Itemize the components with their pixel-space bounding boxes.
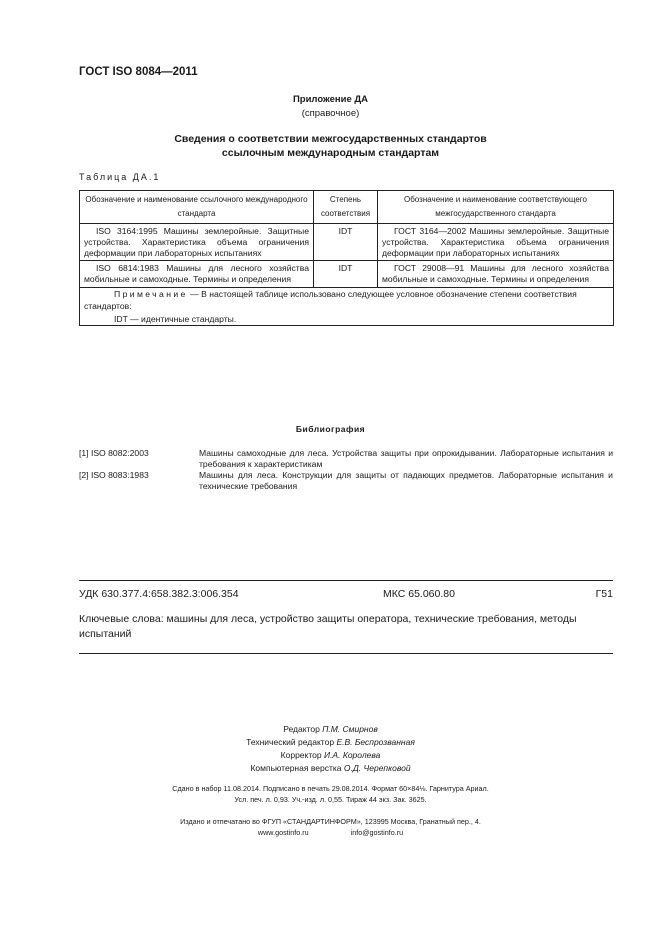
editor-name: П.М. Смирнов xyxy=(322,724,378,734)
bibliography-item xyxy=(79,470,613,492)
print-details-line2: Усл. печ. л. 0,93. Уч.-изд. л. 0,55. Тираж 44 экз. Зак. 3625. xyxy=(234,795,427,804)
layout-label: Компьютерная верстка xyxy=(250,763,342,773)
annex-heading-line1: Сведения о соответствии межгосударственных стандартов xyxy=(174,133,487,145)
cell-intl-standard: ISO 6814:1983 Машины для лесного хозяйства мобильные и самоходные. Термины и определения xyxy=(80,261,314,288)
proofreader-name: И.А. Королева xyxy=(323,750,381,760)
credit-proofreader xyxy=(0,750,661,760)
udc-code: УДК 630.377.4:658.382.3:006.354 xyxy=(79,588,239,600)
website-link[interactable]: www.gostinfo.ru xyxy=(257,828,309,837)
bibliography-desc: Машины для леса. Конструкции для защиты от падающих предметов. Лабораторные испытания и технические требования xyxy=(199,470,613,491)
print-details-line1: Сдано в набор 11.08.2014. Подписано в печать 29.08.2014. Формат 60×84⅛. Гарнитура Ариал. xyxy=(172,784,489,793)
table-caption: Таблица ДА.1 xyxy=(79,172,161,182)
credit-layout xyxy=(0,763,661,773)
group-code: Г51 xyxy=(595,588,613,600)
annex-title: Приложение ДА xyxy=(292,94,369,105)
credit-editor xyxy=(0,724,661,734)
bibliography-ref: [1] ISO 8082:2003 xyxy=(79,448,149,458)
publisher-line: Издано и отпечатано во ФГУП «СТАНДАРТИНФОРМ», 123995 Москва, Гранатный пер., 4. xyxy=(180,817,481,826)
layout-name: О.Д. Черепковой xyxy=(343,763,411,773)
annex-heading-line2: ссылочным международным стандартам xyxy=(221,147,440,159)
annex-heading xyxy=(0,132,661,160)
note-text xyxy=(84,288,609,313)
cell-national-standard: ГОСТ 29008—91 Машины для лесного хозяйства мобильные и самоходные. Термины и определения xyxy=(378,261,614,288)
mks-code: МКС 65.060.80 xyxy=(383,588,455,600)
table-note xyxy=(80,287,614,326)
editor-label: Редактор xyxy=(283,724,320,734)
header-national-standard: Обозначение и наименование соответствующего межгосударственного стандарта xyxy=(378,191,614,224)
table-row xyxy=(80,261,614,288)
tech-editor-name: Е.В. Беспрозванная xyxy=(336,737,415,747)
cell-national-standard: ГОСТ 3164—2002 Машины землеройные. Защитные устройства. Характеристика объема ограничения деформации при лабораторных испытаниях xyxy=(378,224,614,261)
table-note-row xyxy=(80,287,614,326)
header-intl-standard: Обозначение и наименование ссылочного международного стандарта xyxy=(80,191,314,224)
cell-degree: IDT xyxy=(314,261,378,288)
footer-top-rule xyxy=(79,580,613,581)
credit-tech-editor xyxy=(0,737,661,747)
keywords: Ключевые слова: машины для леса, устройство защиты оператора, технические требования, методы испытаний xyxy=(79,613,577,640)
email-link[interactable]: info@gostinfo.ru xyxy=(350,828,404,837)
bibliography-item xyxy=(79,448,613,470)
footer-bottom-rule xyxy=(79,653,613,654)
note-label: Примечание xyxy=(114,288,188,299)
cell-degree: IDT xyxy=(314,224,378,261)
tech-editor-label: Технический редактор xyxy=(246,737,335,747)
bibliography-ref: [2] ISO 8083:1983 xyxy=(79,470,149,480)
table-row xyxy=(80,224,614,261)
table-header-row xyxy=(80,191,614,224)
document-code: ГОСТ ISO 8084—2011 xyxy=(79,66,198,78)
bibliography-desc: Машины самоходные для леса. Устройства защиты при опрокидывании. Лабораторные испытания и требования к характеристикам xyxy=(199,448,613,469)
proofreader-label: Корректор xyxy=(280,750,322,760)
header-degree: Степень соответствия xyxy=(314,191,378,224)
note-idt-line: IDT — идентичные стандарты. xyxy=(114,313,237,324)
correspondence-table xyxy=(79,190,614,326)
note-body: — В настоящей таблице использовано следующее условное обозначение степени соответствия стандартов: xyxy=(84,288,577,312)
bibliography-title: Библиография xyxy=(295,424,366,434)
annex-subtitle: (справочное) xyxy=(301,108,360,119)
publisher-contacts xyxy=(0,828,661,837)
cell-intl-standard: ISO 3164:1995 Машины землеройные. Защитные устройства. Характеристика объема ограничения деформации при лабораторных испытаниях xyxy=(80,224,314,261)
